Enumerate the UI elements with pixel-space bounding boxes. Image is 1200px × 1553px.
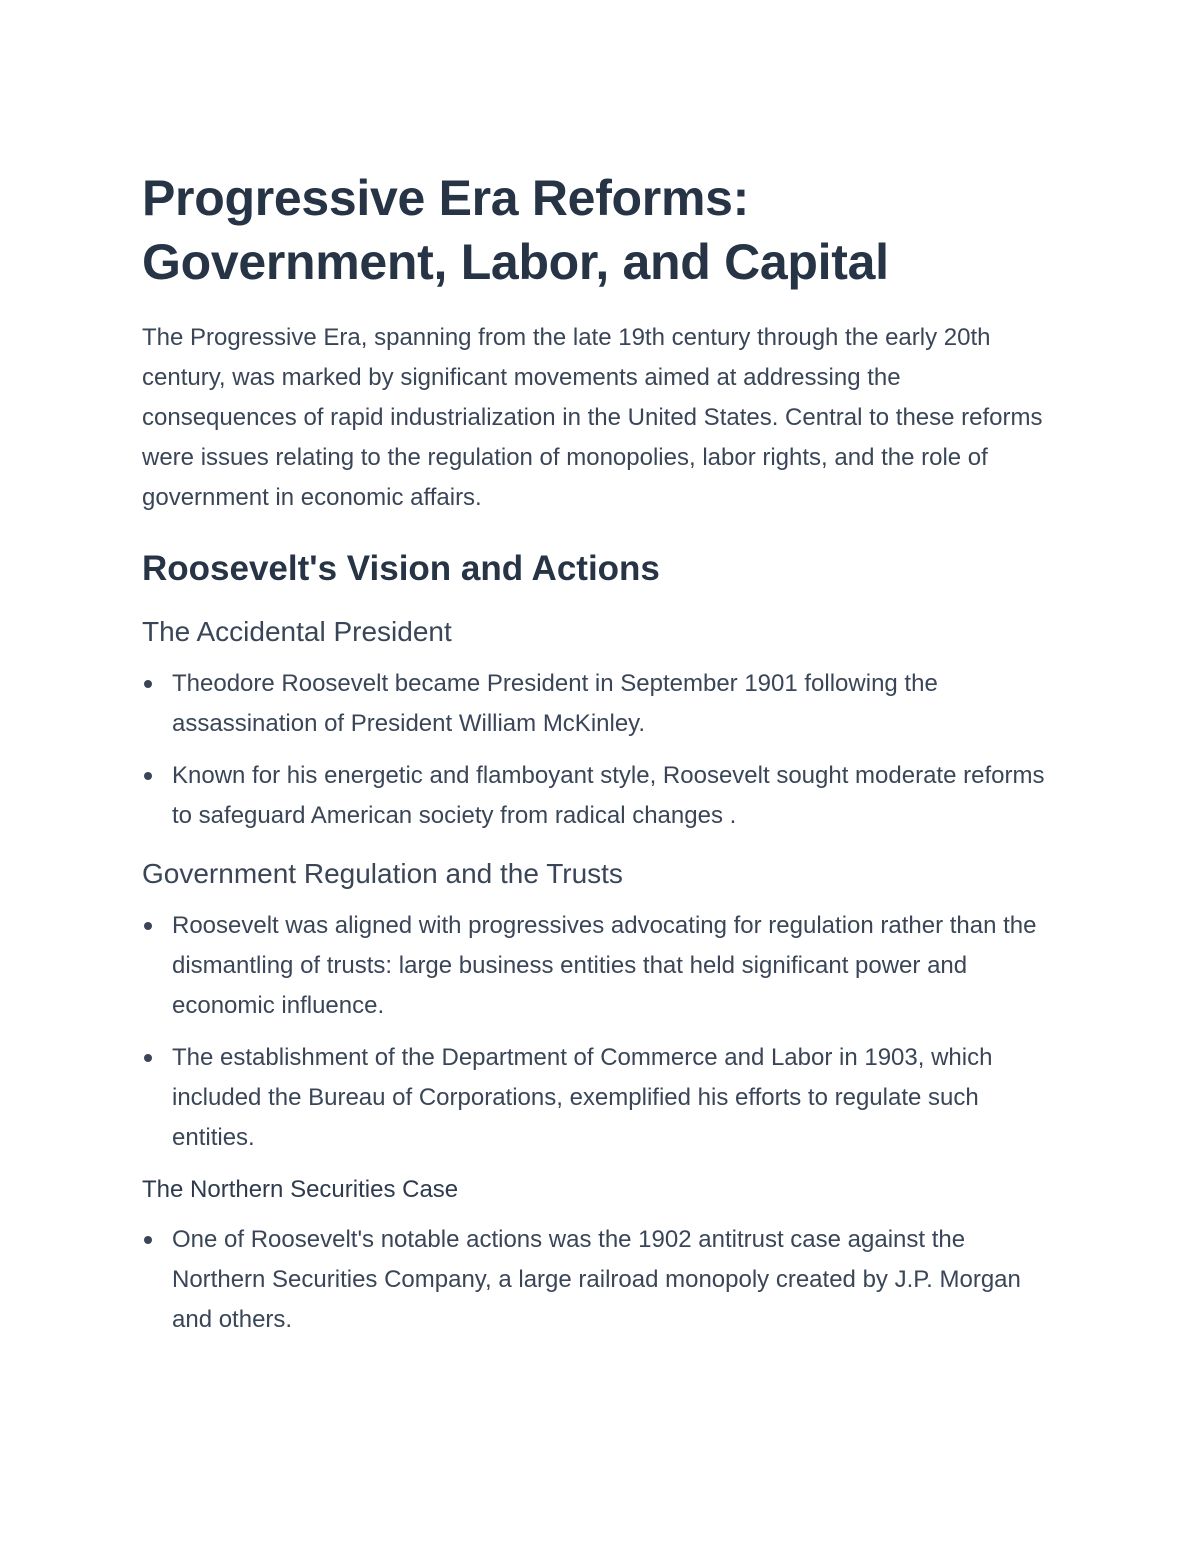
document-title: Progressive Era Reforms: Government, Labor, and Capital [142, 170, 889, 290]
bullet-dot-icon [144, 680, 152, 688]
subheading-northern-securities: The Northern Securities Case [142, 1176, 459, 1203]
bullet-list-northern-securities [142, 1220, 1062, 1340]
intro-paragraph: The Progressive Era, spanning from the late 19th century through the early 20th century, was marked by significant movements aimed at addressing the consequences of rapid industrialization in the United States. Central to these reforms were issues relating to the regulation of monopolies, labor rights, and the role of government in economic affairs. [142, 324, 1043, 511]
bullet-dot-icon [144, 1054, 152, 1062]
bullet-list-accidental-president [142, 664, 1062, 836]
list-item-text: One of Roosevelt's notable actions was the 1902 antitrust case against the Northern Securities Company, a large railroad monopoly created by J.P. Morgan and others. [172, 1226, 1021, 1333]
list-item [142, 756, 1062, 836]
subheading-accidental-president: The Accidental President [142, 616, 452, 647]
list-item-text: Theodore Roosevelt became President in September 1901 following the assassination of President William McKinley. [172, 670, 938, 737]
list-item-text: Roosevelt was aligned with progressives advocating for regulation rather than the dismantling of trusts: large business entities that held significant power and economic influence. [172, 912, 1037, 1019]
list-item [142, 1220, 1062, 1340]
document-page [142, 166, 1062, 1352]
list-item-text: Known for his energetic and flamboyant style, Roosevelt sought moderate reforms to safeguard American society from radical changes . [172, 762, 1045, 829]
bullet-list-government-regulation [142, 906, 1062, 1158]
bullet-dot-icon [144, 1236, 152, 1244]
list-item [142, 664, 1062, 744]
list-item [142, 1038, 1062, 1158]
subheading-government-regulation: Government Regulation and the Trusts [142, 858, 623, 889]
list-item [142, 906, 1062, 1026]
bullet-dot-icon [144, 772, 152, 780]
list-item-text: The establishment of the Department of Commerce and Labor in 1903, which included the Bureau of Corporations, exemplified his efforts to regulate such entities. [172, 1044, 993, 1151]
bullet-dot-icon [144, 922, 152, 930]
section-heading-roosevelt: Roosevelt's Vision and Actions [142, 549, 660, 588]
